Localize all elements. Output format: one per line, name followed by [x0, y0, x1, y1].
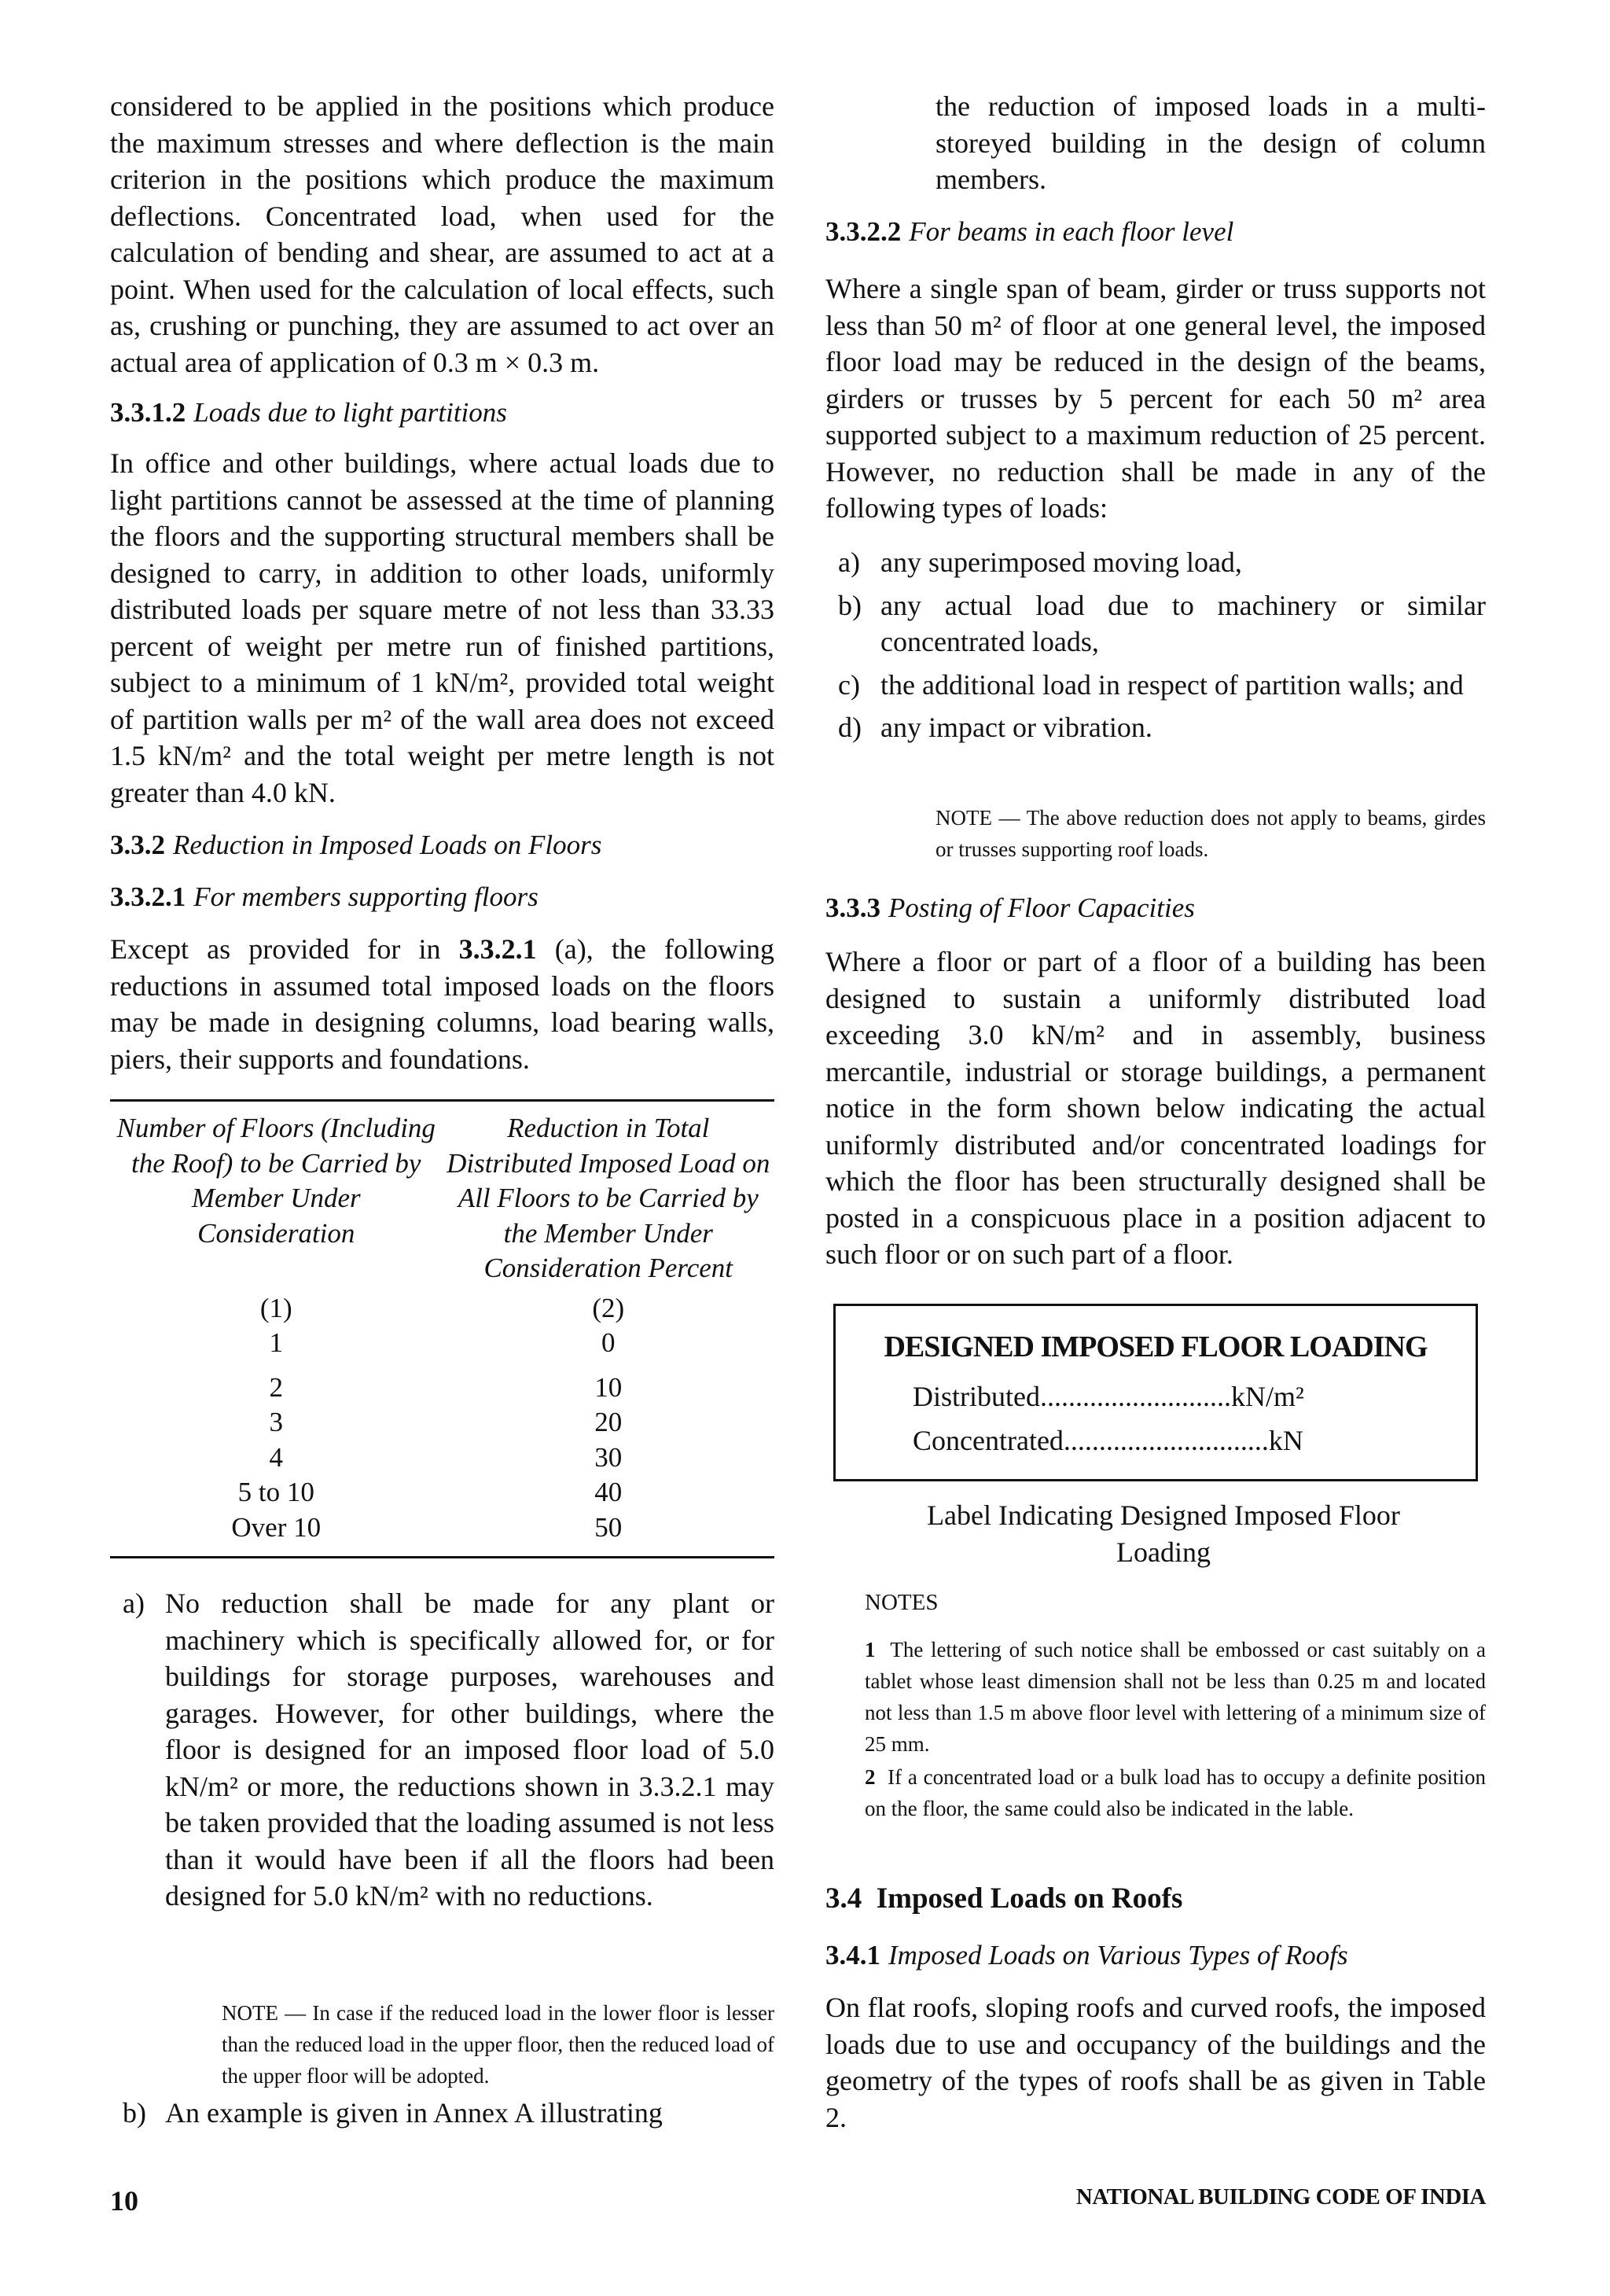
section-number: 3.3.2.2	[825, 216, 902, 247]
reduction-table	[110, 1099, 774, 1558]
list-marker: b)	[123, 2097, 146, 2129]
cell: 10	[594, 1371, 623, 1403]
column-number: (1)	[259, 1292, 292, 1323]
section-number: 3.3.3	[825, 892, 880, 923]
paragraph: considered to be applied in the positions which produce the maximum stresses and where deflection is the main criterion in the positions which produce the maximum deflections. Concentrated load, when used for the calculation of bending and shear, are assumed to act at a point. When used for the calculation of local effects, such as, crushing or punching, they are assumed to act over an actual area of application of 0.3 m × 0.3 m.	[110, 90, 774, 378]
footer-title: NATIONAL BUILDING CODE OF INDIA	[1075, 2184, 1486, 2210]
list-text: any superimposed moving load,	[880, 546, 1242, 578]
column-number: (2)	[592, 1292, 625, 1323]
figure-caption: Label Indicating Designed Imposed Floor Loading	[927, 1499, 1400, 1568]
text: Except as provided for in	[110, 933, 459, 965]
note	[865, 1761, 1486, 1824]
table-row	[110, 1510, 774, 1558]
section-heading	[825, 214, 1486, 250]
distributed-line: Distributed...........................kN/m²	[913, 1381, 1304, 1412]
note	[865, 1634, 1486, 1760]
cell: 4	[269, 1441, 283, 1473]
list-marker: d)	[838, 712, 862, 743]
list-marker: a)	[838, 546, 860, 578]
text: (a), the following reductions in assumed total imposed loads on the floors may be made in designing columns, load bearing walls, piers, their supports and foundations.	[110, 933, 774, 1075]
table-row	[110, 1361, 774, 1406]
floor-loading-label-box	[833, 1304, 1478, 1481]
list-text: the additional load in respect of partition walls; and	[880, 668, 1464, 701]
exclusion-list	[825, 544, 1486, 746]
list-item	[110, 1585, 774, 1915]
page-number: 10	[110, 2185, 138, 2217]
cell: 30	[594, 1441, 623, 1473]
cell: 40	[594, 1477, 623, 1507]
list-marker: b)	[838, 589, 862, 621]
paragraph: Where a single span of beam, girder or truss supports not less than 50 m² of floor at one general level, the imposed floor load may be reduced in the design of the beams, girders or trusses by 5 percent for each 50 m² area supported subject to a maximum reduction of 25 percent. However, no reduction shall be made in any of the following types of loads:	[825, 273, 1486, 524]
note-text: If a concentrated load or a bulk load has to occupy a definite position on the floor, the same could also be indicated in the lable.	[865, 1765, 1487, 1820]
section-heading	[110, 879, 774, 915]
cell: 5 to 10	[237, 1477, 314, 1507]
list-item	[825, 709, 1486, 746]
list-item	[110, 2095, 774, 2132]
section-title: For members supporting floors	[193, 881, 539, 912]
section-number: 3.4	[825, 1882, 862, 1915]
table-header: Number of Floors (Including the Roof) to be Carried by Member Under Consideration	[116, 1113, 436, 1249]
section-title: Imposed Loads on Various Types of Roofs	[888, 1940, 1348, 1970]
cell: Over 10	[231, 1511, 322, 1543]
table-row	[110, 1441, 774, 1476]
cell: 3	[269, 1407, 283, 1437]
table-header: Reduction in Total Distributed Imposed Load on All Floors to be Carried by the Member Under Consideration Percent	[447, 1113, 770, 1283]
notes-title: NOTES	[865, 1590, 939, 1615]
section-heading	[825, 890, 1486, 926]
section-title: Imposed Loads on Roofs	[876, 1882, 1183, 1915]
table-row	[110, 1405, 774, 1441]
cell: 50	[594, 1511, 623, 1543]
section-heading	[825, 1937, 1486, 1974]
paragraph: On flat roofs, sloping roofs and curved roofs, the imposed loads due to use and occupancy of the buildings and the geometry of the types of roofs shall be as given in Table 2.	[825, 1992, 1486, 2133]
list-text: No reduction shall be made for any plant or machinery which is specifically allowed for, or for buildings for storage purposes, warehouses and garages. However, for other buildings, where the floor is designed for an imposed floor load of 5.0 kN/m² or more, the reductions shown in 3.3.2.1 may be taken provided that the loading assumed is not less than it would have been if all the floors had been designed for 5.0 kN/m² with no reductions.	[165, 1588, 774, 1911]
list-text: An example is given in Annex A illustrating	[165, 2097, 663, 2129]
note-text: The lettering of such notice shall be embossed or cast suitably on a tablet whose least dimension shall not be less than 0.25 m and located not less than 1.5 m above floor level with lettering of a minimum size of 25 mm.	[865, 1638, 1486, 1756]
list-marker: a)	[123, 1588, 145, 1619]
paragraph: the reduction of imposed loads in a multi-storeyed building in the design of column members.	[935, 90, 1486, 195]
section-title: Reduction in Imposed Loads on Floors	[173, 830, 602, 860]
cell: 20	[594, 1407, 623, 1437]
section-number: 3.3.2	[110, 830, 165, 860]
note: NOTE — In case if the reduced load in the lower floor is lesser than the reduced load in the upper floor, then the reduced load of the upper floor will be adopted.	[222, 2001, 774, 2088]
section-title: For beams in each floor level	[909, 216, 1234, 247]
paragraph: Where a floor or part of a floor of a building has been designed to sustain a uniformly distributed load exceeding 3.0 kN/m² and in assembly, business mercantile, industrial or storage buildings, a permanent notice in the form shown below indicating the actual uniformly distributed and/or concentrated loadings for which the floor has been structurally designed shall be posted in a conspicuous place in a position adjacent to such floor or on such part of a floor.	[825, 946, 1486, 1270]
section-heading	[825, 1881, 1486, 1917]
cell: 1	[269, 1327, 283, 1358]
section-title: Posting of Floor Capacities	[888, 892, 1195, 923]
list-text: any actual load due to machinery or similar concentrated loads,	[880, 589, 1486, 657]
section-number: 3.3.1.2	[110, 397, 186, 428]
list-item	[825, 544, 1486, 581]
table-row	[110, 1475, 774, 1510]
list-item	[825, 667, 1486, 704]
section-heading	[110, 827, 774, 863]
paragraph: In office and other buildings, where actual loads due to light partitions cannot be assessed at the time of planning the floors and the supporting structural members shall be designed to carry, in addition to other loads, uniformly distributed loads per square metre of not less than 33.33 percent of weight per metre run of finished partitions, subject to a minimum of 1 kN/m², provided total weight of partition walls per m² of the wall area does not exceed 1.5 kN/m² and the total weight per metre length is not greater than 4.0 kN.	[110, 447, 774, 808]
list-text: any impact or vibration.	[880, 712, 1152, 743]
cross-reference: 3.3.2.1	[458, 933, 537, 965]
paragraph	[110, 931, 774, 1077]
concentrated-line: Concentrated.............................kN	[913, 1425, 1303, 1456]
note-number: 1	[865, 1638, 876, 1661]
cell: 2	[269, 1371, 283, 1403]
section-title: Loads due to light partitions	[193, 397, 507, 428]
section-heading	[110, 395, 774, 431]
note: NOTE — The above reduction does not apply to beams, girdes or trusses supporting roof loads.	[935, 806, 1486, 861]
label-title: DESIGNED IMPOSED FLOOR LOADING	[884, 1330, 1428, 1363]
cell: 0	[601, 1327, 616, 1358]
section-number: 3.3.2.1	[110, 881, 186, 912]
note-number: 2	[865, 1765, 876, 1789]
list-marker: c)	[838, 668, 860, 701]
section-number: 3.4.1	[825, 1940, 880, 1970]
list-item	[825, 587, 1486, 660]
table-row	[110, 1326, 774, 1361]
